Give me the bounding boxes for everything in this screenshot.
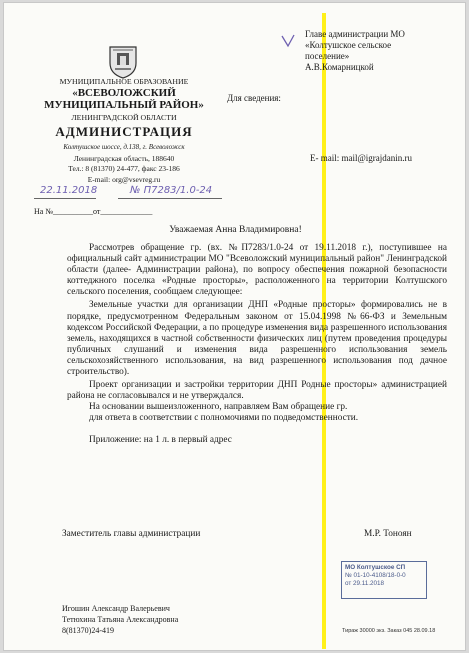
cc-label: Для сведения: xyxy=(227,93,281,103)
greeting: Уважаемая Анна Владимировна! xyxy=(169,225,302,235)
body-paragraph-4b: для ответа в соответствии с полномочиями по подведомственности. xyxy=(89,413,359,424)
addressee-name: А.В.Комарницкой xyxy=(305,62,374,72)
addressee-title: Главе администрации МО xyxy=(305,29,405,39)
attachment-note: Приложение: на 1 л. в первый адрес xyxy=(89,434,232,445)
addressee-org-cont: поселение» xyxy=(305,51,350,61)
org-address-line1: Колтушское шоссе, д.138, г. Всеволожск xyxy=(63,143,185,151)
letter-page xyxy=(3,2,466,651)
signature-position: Заместитель главы администрации xyxy=(62,529,201,539)
body-paragraph-3: Проект организации и застройки территории ДНП Родные просторы» администрацией района не согласовывался и не утверждался. xyxy=(67,380,447,402)
stamp-line-3: от 29.11.2018 xyxy=(345,580,385,587)
registration-stamp xyxy=(341,561,427,599)
reference-line: На №__________от_____________ xyxy=(34,207,153,216)
org-email: E-mail: org@vsevreg.ru xyxy=(87,175,161,184)
body-paragraph-1: Рассмотрев обращение гр. (вх. №П7283/1.0-24 от 19.11.2018 г.), поступившее на официальный сайт администрации МО "Всеволожский муниципальный район" Ленинградской области (далее- Администрации района), по вопросу обеспечения пожарной безопасности коттеджного поселка «Родные просторы», расположенного на территории Колтушского сельского поселения, сообщаем следующее: xyxy=(67,243,447,298)
checkmark-icon xyxy=(280,33,296,49)
addressee-org: «Колтушское сельское xyxy=(305,40,392,50)
stamp-line-2: № 01-10-4108/18-0-0 xyxy=(345,572,406,579)
org-type: МУНИЦИПАЛЬНОЕ ОБРАЗОВАНИЕ xyxy=(59,77,189,86)
handwritten-number: № П7283/1.0-24 xyxy=(130,185,213,196)
body-paragraph-2: Земельные участки для организации ДНП «Родные просторы» формировались не в порядке, предусмотренном Федеральным законом от 15.04.1998 №66-ФЗ и Земельным кодексом Российской Федерации, а по процедуре изменения вида разрешенного использования земель, находящихся в частной собственности физических лиц (путем проведения процедуры публичных слушаний и изменения вида разрешенного использования земель сельскохозяйственного использования, на вид разрешенного использования под дачное строительство). xyxy=(67,300,447,378)
print-info: Тираж 30000 экз. Заказ 045 28.09.18 xyxy=(342,628,436,634)
org-address-line2: Ленинградская область, 188640 xyxy=(73,154,175,163)
org-administration: АДМИНИСТРАЦИЯ xyxy=(55,124,193,139)
stamp-line-1: МО Колтушское СП xyxy=(345,564,406,571)
org-region: ЛЕНИНГРАДСКОЙ ОБЛАСТИ xyxy=(71,113,177,122)
coat-of-arms-icon xyxy=(104,43,142,79)
executor-1: Игошин Александр Валерьевич xyxy=(62,604,170,613)
handwritten-date: 22.11.2018 xyxy=(40,185,98,196)
org-phone: Тел.: 8 (81370) 24-477, факс 23-186 xyxy=(68,164,180,173)
body-paragraph-4a: На основании вышеизложенного, направляем Вам обращение гр. xyxy=(89,402,348,413)
org-name-line1: «ВСЕВОЛОЖСКИЙ xyxy=(72,87,176,99)
executor-2: Тетюхина Татьяна Александровна xyxy=(62,615,179,624)
executor-phone: 8(81370)24-419 xyxy=(62,626,114,635)
signature-name: М.Р. Тоноян xyxy=(364,529,412,539)
cc-email: E- mail: mail@igrajdanin.ru xyxy=(310,153,413,163)
org-name-line2: МУНИЦИПАЛЬНЫЙ РАЙОН» xyxy=(44,99,204,111)
